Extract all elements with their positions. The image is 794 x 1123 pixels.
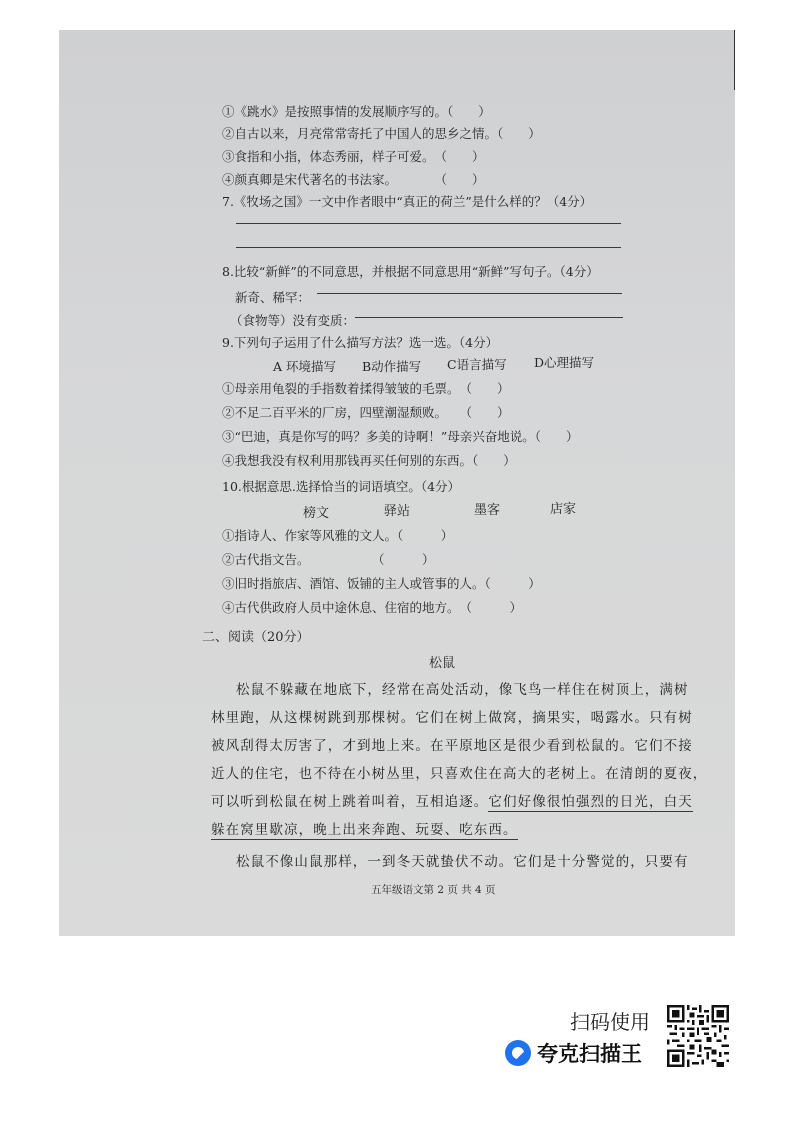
passage-line-5 [211, 790, 693, 810]
question-8: 8.比较“新鲜”的不同意思，并根据不同意思用“新鲜”写句子。（4分） [222, 264, 599, 279]
passage-title: 松鼠 [429, 656, 456, 671]
q9-option-a: A 环境描写 [273, 359, 337, 374]
q9-item-1: ①母亲用龟裂的手指数着揉得皱皱的毛票。 （ ） [222, 381, 510, 396]
q6-item-1: ①《跳水》是按照事情的发展顺序写的。（ ） [222, 104, 491, 119]
passage-line: 近人的住宅，也不待在小树丛里，只喜欢住在高大的老树上。在清朗的夏夜， [211, 766, 708, 782]
q9-option-d: D心理描写 [534, 355, 595, 370]
passage-line-5-plain: 可以听到松鼠在树上跳着叫着，互相追逐。 [211, 794, 489, 810]
q10-word-4: 店家 [550, 502, 577, 517]
section-2-heading: 二、阅读（20分） [202, 630, 310, 645]
underlined-sentence-part-1: 它们好像很怕强烈的日光，白天 [488, 794, 693, 810]
q9-item-2: ②不足二百平米的厂房，四壁潮湿颓败。 （ ） [222, 405, 510, 420]
q9-item-3: ③“巴迪，真是你写的吗？多美的诗啊！”母亲兴奋地说。（ ） [222, 429, 579, 444]
q6-item-3: ③食指和小指，体态秀丽，样子可爱。 （ ） [222, 149, 485, 164]
q9-item-4: ④我想我没有权利用那钱再买任何别的东西。（ ） [222, 453, 516, 468]
passage-line: 被风刮得太厉害了，才到地上来。在平原地区是很少看到松鼠的。它们不接 [211, 738, 693, 754]
passage-line: 林里跑，从这棵树跳到那棵树。它们在树上做窝，摘果实，喝露水。只有树 [211, 710, 693, 726]
question-9: 9.下列句子运用了什么描写方法？选一选。（4分） [222, 335, 499, 350]
qr-code-icon[interactable] [667, 1005, 729, 1067]
passage-line-6 [211, 818, 518, 838]
q9-option-c: C语言描写 [447, 357, 507, 372]
app-name: 夸克扫描王 [537, 1042, 642, 1066]
answer-line [236, 247, 621, 248]
page-footer: 五年级语文第 2 页 共 4 页 [371, 884, 496, 896]
underlined-sentence-part-2: 躲在窝里歇凉，晚上出来奔跑、玩耍、吃东西。 [211, 822, 518, 838]
quark-logo-icon [505, 1040, 531, 1066]
scanned-page [59, 30, 735, 936]
q10-item-4: ④古代供政府人员中途休息、住宿的地方。 （ ） [222, 600, 523, 615]
q9-option-b: B动作描写 [362, 359, 422, 374]
passage-line: 松鼠不像山鼠那样，一到冬天就蛰伏不动。它们是十分警觉的，只要有 [236, 854, 689, 870]
q10-word-3: 墨客 [474, 503, 501, 518]
q10-item-2: ②古代指文告。 （ ） [222, 552, 435, 567]
question-7: 7.《牧场之国》一文中作者眼中“真正的荷兰”是什么样的？（4分） [222, 194, 593, 209]
q6-item-2: ②自古以来，月亮常常寄托了中国人的思乡之情。（ ） [222, 126, 541, 141]
scan-to-use-label: 扫码使用 [570, 1010, 650, 1034]
question-10: 10.根据意思.选择恰当的词语填空。（4分） [222, 479, 461, 494]
app-brand [505, 1038, 642, 1068]
answer-line [355, 317, 623, 318]
q10-word-2: 驿站 [384, 504, 411, 519]
q8-prompt-a: 新奇、稀罕： [235, 290, 311, 305]
answer-line [317, 293, 622, 294]
q10-word-1: 榜文 [303, 506, 330, 521]
q8-prompt-b: （食物等）没有变质： [230, 313, 356, 328]
passage-line: 松鼠不躲藏在地底下，经常在高处活动，像飞鸟一样住在树顶上，满树 [236, 682, 689, 698]
page-edge-shadow [734, 30, 735, 90]
q10-item-1: ①指诗人、作家等风雅的文人。（ ） [222, 528, 454, 543]
q6-item-4: ④颜真卿是宋代著名的书法家。 （ ） [222, 172, 485, 187]
q10-item-3: ③旧时指旅店、酒馆、饭铺的主人或管事的人。（ ） [222, 576, 541, 591]
answer-line [236, 223, 621, 224]
